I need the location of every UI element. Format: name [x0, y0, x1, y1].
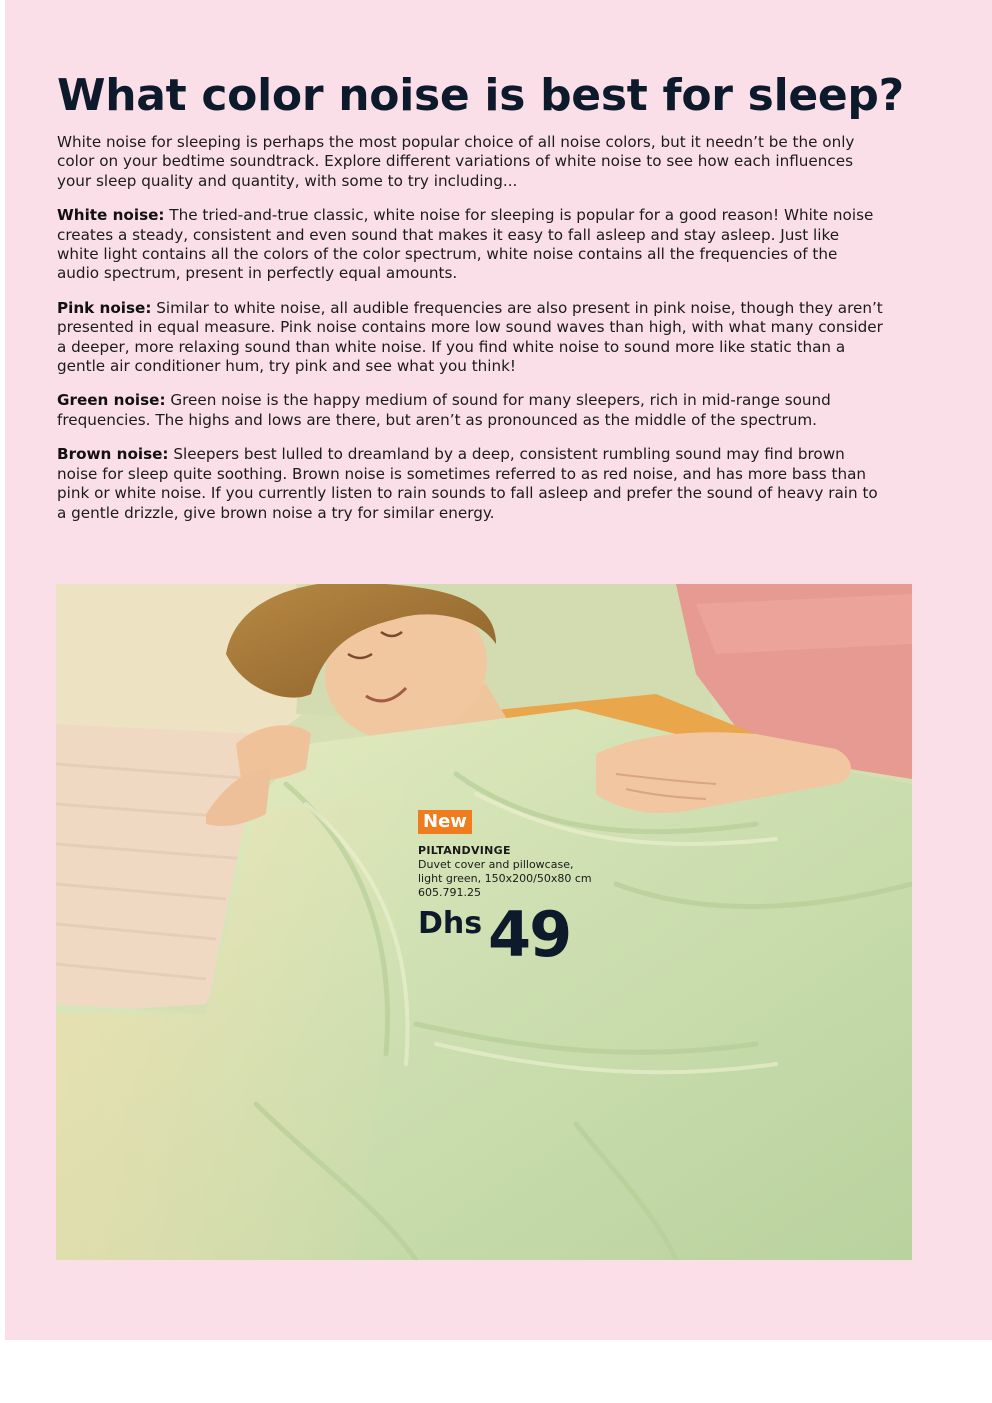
term-label: Brown noise: — [57, 445, 169, 464]
product-photo — [56, 584, 912, 1260]
term-label: White noise: — [57, 206, 165, 225]
article-body — [57, 133, 883, 538]
paragraph-text: The tried-and-true classic, white noise for sleeping is popular for a good reason! White noise creates a steady, consistent and even sound that makes it easy to fall asleep and stay asleep. Just like white light contains all the colors of the color spectrum, white noise contains all the frequencies of the audio spectrum, present in perfectly equal amounts. — [57, 206, 874, 283]
paragraph-pink-noise — [57, 299, 883, 377]
description-line: light green, 150x200/50x80 cm — [418, 872, 592, 886]
paragraph-text: Sleepers best lulled to dreamland by a deep, consistent rumbling sound may find brown noise for sleep quite soothing. Brown noise is sometimes referred to as red noise, and has more bass than pink or white noise. If you currently listen to rain sounds to fall asleep and prefer the sound of heavy rain to a gentle drizzle, give brown noise a try for similar energy. — [57, 445, 878, 522]
price-currency: Dhs — [418, 906, 483, 941]
page-title: What color noise is best for sleep? — [57, 70, 904, 121]
paragraph-brown-noise — [57, 445, 883, 523]
new-badge: New — [418, 810, 472, 834]
paragraph-text: Similar to white noise, all audible frequencies are also present in pink noise, though they aren’t presented in equal measure. Pink noise contains more low sound waves than high, with what many consider a deeper, more relaxing sound than white noise. If you find white noise to sound more like static than a gentle air conditioner hum, try pink and see what you think! — [57, 298, 883, 376]
article-number: 605.791.25 — [418, 886, 481, 900]
description-line: Duvet cover and pillowcase, — [418, 858, 574, 871]
catalog-page — [5, 0, 992, 1340]
intro-paragraph: White noise for sleeping is perhaps the most popular choice of all noise colors, but it needn’t be the only color on your bedtime soundtrack. Explore different variations of white noise to see how each influences your sleep quality and quantity, with some to try including... — [57, 133, 855, 190]
paragraph-text: Green noise is the happy medium of sound for many sleepers, rich in mid-range sound frequencies. The highs and lows are there, but aren’t as pronounced as the middle of the spectrum. — [57, 391, 831, 429]
price-amount: 49 — [488, 898, 571, 971]
paragraph-white-noise — [57, 206, 883, 284]
bedroom-scene-illustration — [56, 584, 912, 1260]
product-name: PILTANDVINGE — [418, 844, 511, 857]
term-label: Green noise: — [57, 391, 166, 410]
term-label: Pink noise: — [57, 298, 152, 317]
product-description — [418, 858, 618, 901]
paragraph-green-noise — [57, 391, 883, 430]
